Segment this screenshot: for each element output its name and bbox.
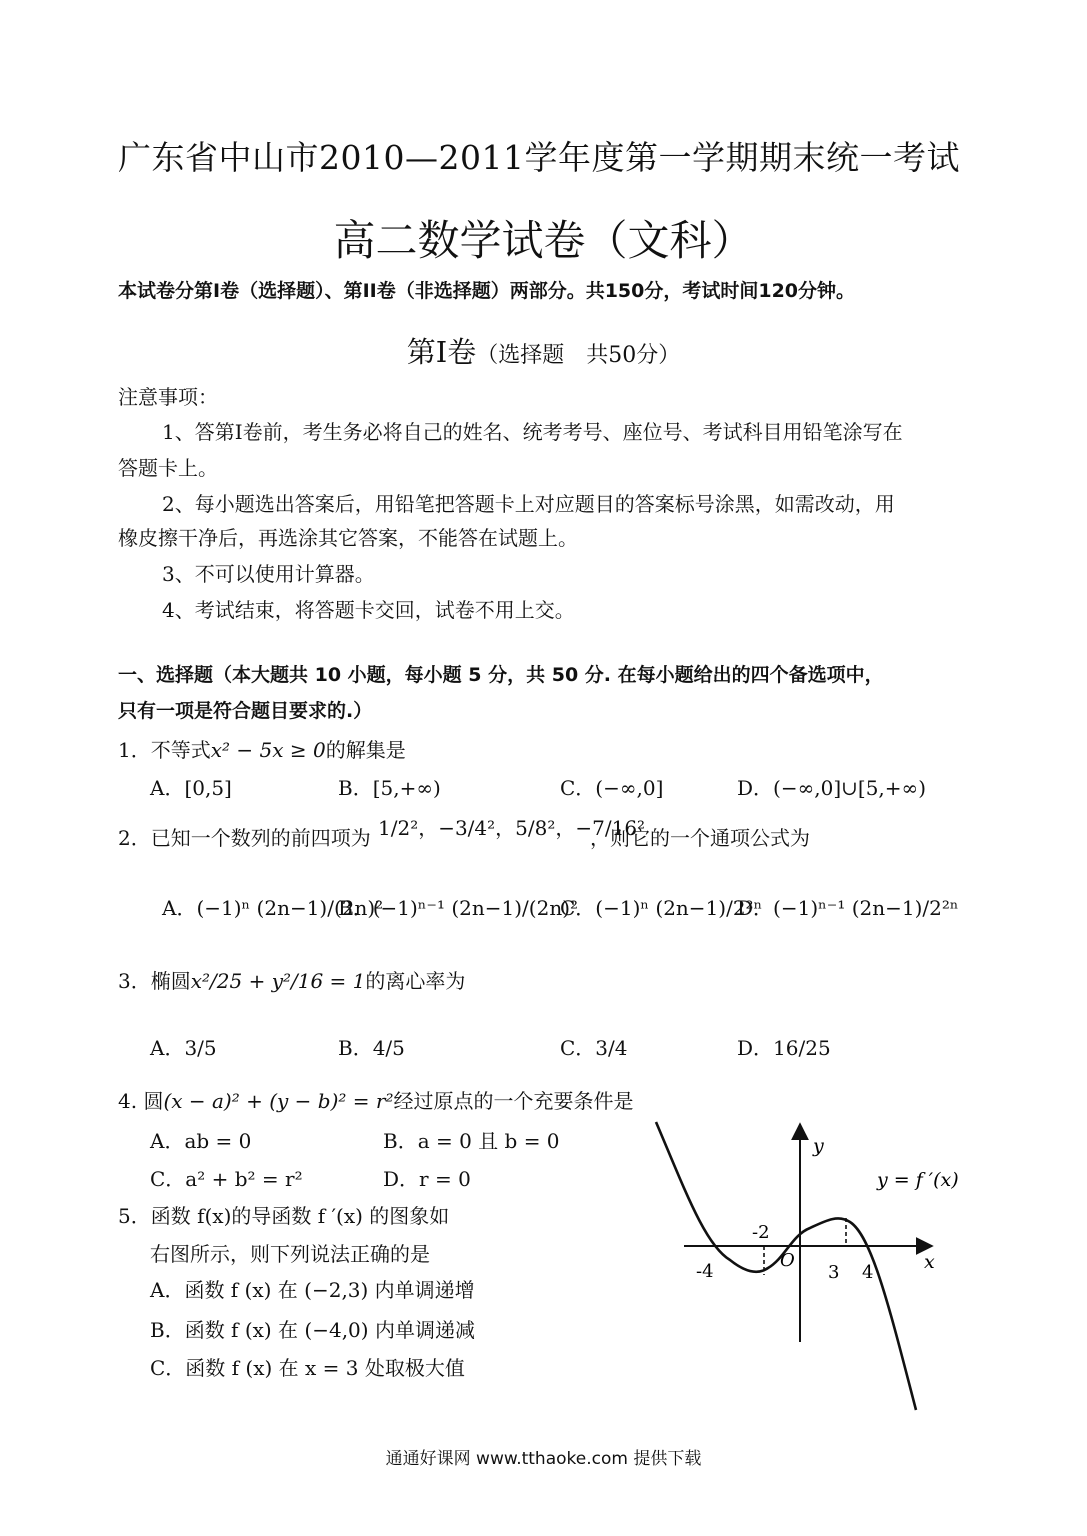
- q4-option-c: C．a² + b² = r²: [150, 1167, 303, 1191]
- q2-option-a: A．(−1)ⁿ (2n−1)/(2n)²: [162, 896, 384, 920]
- q5-option-a: A．函数 f (x) 在 (−2,3) 内单调递增: [150, 1278, 475, 1302]
- q4-suffix: 经过原点的一个充要条件是: [393, 1089, 634, 1113]
- q5-line2: 右图所示，则下列说法正确的是: [150, 1242, 430, 1266]
- exam-intro: 本试卷分第I卷（选择题）、第II卷（非选择题）两部分。共150分，考试时间120分钟。: [118, 280, 856, 302]
- q1-prefix: 1．不等式: [118, 738, 211, 762]
- q3-option-a: A．3/5: [150, 1036, 217, 1060]
- note-2: 2、每小题选出答案后，用铅笔把答题卡上对应题目的答案标号涂黑，如需改动，用: [162, 492, 895, 516]
- notes-label: 注意事项：: [118, 385, 218, 409]
- q1-suffix: 的解集是: [325, 738, 406, 762]
- q2-stem-prefix: 2．已知一个数列的前四项为: [118, 826, 371, 850]
- q3-suffix: 的离心率为: [365, 969, 466, 993]
- exam-title: 广东省中山市2010—2011学年度第一学期期末统一考试: [118, 138, 960, 177]
- q4-stem: [118, 1085, 633, 1114]
- q4-option-b: B．a = 0 且 b = 0: [383, 1129, 560, 1153]
- q1-stem: [118, 734, 406, 763]
- part1-heading-sub: （选择题 共50分）: [476, 343, 681, 368]
- q3-option-c: C．3/4: [560, 1036, 628, 1060]
- tick-label-3: 3: [828, 1262, 840, 1283]
- q3-expr: x²/25 + y²/16 = 1: [190, 969, 366, 993]
- q4-prefix: 4. 圆: [118, 1089, 164, 1113]
- part1-heading: [0, 330, 1087, 371]
- tick-label-neg4: -4: [696, 1261, 714, 1282]
- note-3: 3、不可以使用计算器。: [162, 562, 375, 586]
- page-footer: 通通好课网 www.tthaoke.com 提供下载: [385, 1449, 702, 1469]
- q1-option-c: C．(−∞,0]: [560, 776, 664, 800]
- q5-option-c: C．函数 f (x) 在 x = 3 处取极大值: [150, 1356, 465, 1380]
- exam-subtitle: 高二数学试卷（文科）: [333, 216, 754, 265]
- q4-option-a: A．ab = 0: [150, 1129, 252, 1153]
- part1-heading-main: 第I卷: [406, 335, 477, 369]
- derivative-graph: [640, 1110, 960, 1420]
- q1-option-b: B．[5,+∞): [338, 776, 441, 800]
- tick-label-neg2: -2: [752, 1222, 770, 1243]
- q3-prefix: 3．椭圆: [118, 969, 191, 993]
- note-2-cont: 橡皮擦干净后，再选涂其它答案，不能答在试题上。: [118, 526, 578, 550]
- tick-label-4: 4: [862, 1262, 874, 1283]
- q2-option-c: C．(−1)ⁿ (2n−1)/2²ⁿ: [560, 896, 763, 920]
- note-1: 1、答第I卷前，考生务必将自己的姓名、统考考号、座位号、考试科目用铅笔涂写在: [162, 420, 903, 444]
- q3-option-d: D．16/25: [737, 1036, 831, 1060]
- q5-line1: 5．函数 f(x)的导函数 f ′(x) 的图象如: [118, 1204, 450, 1228]
- curve-label: y = f ′(x): [877, 1169, 959, 1191]
- q2-stem-suffix: ，则它的一个通项公式为: [590, 826, 810, 850]
- q1-expr: x² − 5x ≥ 0: [210, 738, 326, 762]
- section1-line1: 一、选择题（本大题共 10 小题，每小题 5 分，共 50 分. 在每小题给出的四个备选项中，: [118, 664, 884, 686]
- y-axis-label: y: [813, 1135, 824, 1157]
- section1-line2: 只有一项是符合题目要求的.）: [118, 700, 373, 722]
- x-axis-label: x: [924, 1251, 935, 1273]
- q3-stem: [118, 965, 465, 994]
- note-1-cont: 答题卡上。: [118, 456, 218, 480]
- q4-option-d: D．r = 0: [383, 1167, 471, 1191]
- q2-terms: 1/2²，−3/4²，5/8²，−7/16²: [378, 816, 646, 840]
- q5-option-b: B．函数 f (x) 在 (−4,0) 内单调递减: [150, 1318, 475, 1342]
- q1-option-d: D．(−∞,0]∪[5,+∞): [737, 776, 927, 800]
- note-4: 4、考试结束，将答题卡交回，试卷不用上交。: [162, 598, 575, 622]
- q1-option-a: A．[0,5]: [150, 776, 232, 800]
- q4-expr: (x − a)² + (y − b)² = r²: [163, 1089, 394, 1113]
- q2-option-b: B．(−1)ⁿ⁻¹ (2n−1)/(2n)²: [338, 896, 579, 920]
- q3-option-b: B．4/5: [338, 1036, 405, 1060]
- origin-label: O: [780, 1250, 795, 1271]
- q2-option-d: D．(−1)ⁿ⁻¹ (2n−1)/2²ⁿ: [737, 896, 959, 920]
